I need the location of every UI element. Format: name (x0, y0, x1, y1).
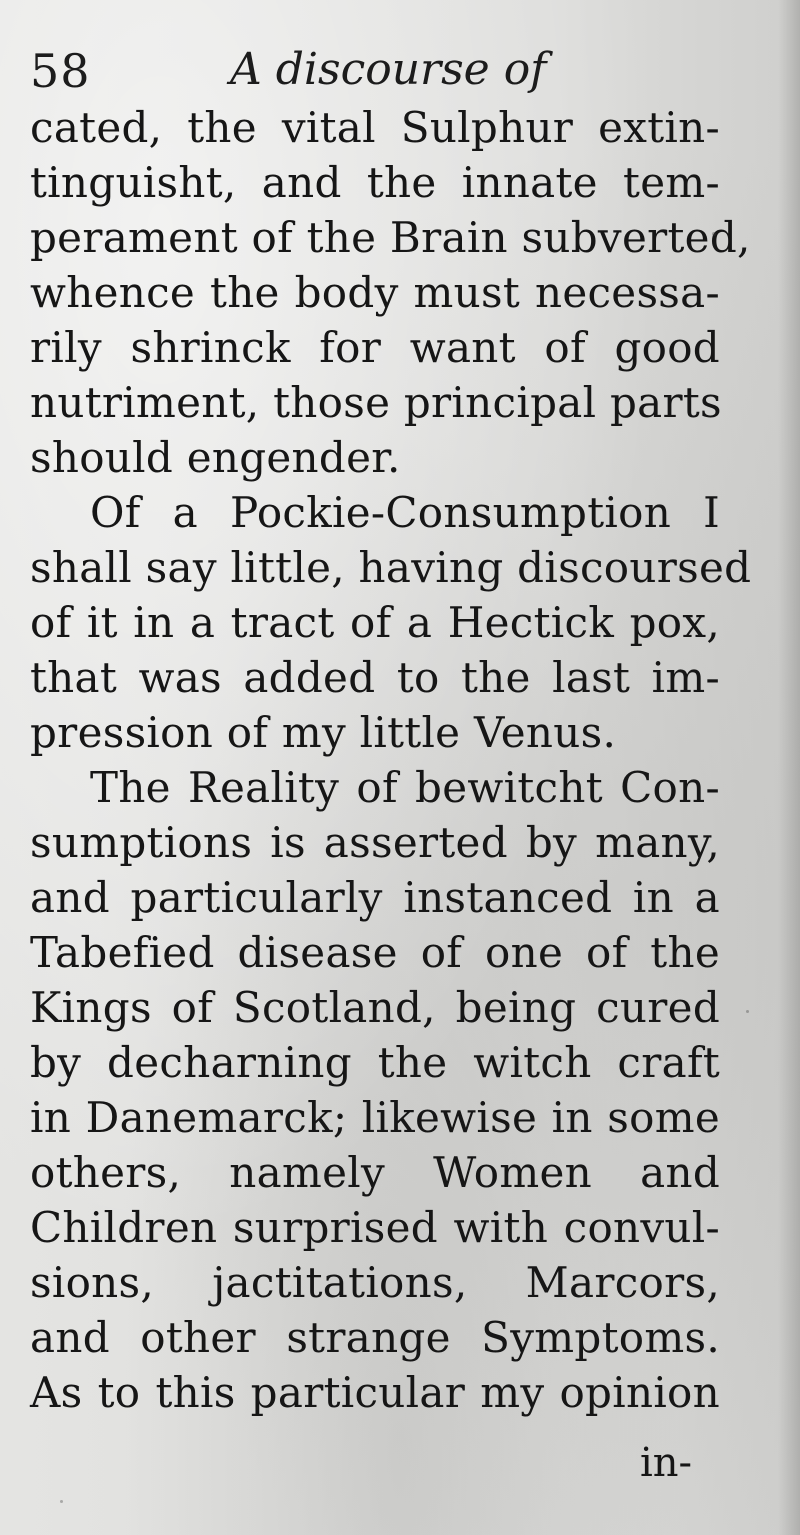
text-line: nutriment, those principal parts (30, 378, 722, 427)
text-line: that was added to the last im- (30, 653, 720, 702)
text-line: of it in a tract of a Hectick pox, (30, 598, 720, 647)
running-head: A discourse of (230, 44, 547, 95)
text-line: sions, jactitations, Marcors, (30, 1258, 720, 1307)
paper-speck (746, 1010, 749, 1013)
text-line: pression of my little Venus. (30, 708, 617, 757)
text-line: Of a Pockie-Consumption I (90, 488, 720, 537)
body-text (30, 100, 752, 1420)
text-line: by decharning the witch craft (30, 1038, 720, 1087)
text-line: tinguisht, and the innate tem- (30, 158, 720, 207)
text-line: Children surprised with convul- (30, 1203, 720, 1252)
text-line: in Danemarck; likewise in some (30, 1093, 720, 1142)
catchword: in- (640, 1440, 693, 1486)
text-line: others, namely Women and (30, 1148, 720, 1197)
text-line: whence the body must necessa- (30, 268, 720, 317)
page-number: 58 (30, 44, 91, 98)
text-line: perament of the Brain subverted, (30, 213, 751, 262)
text-line: rily shrinck for want of good (30, 323, 720, 372)
text-line: and particularly instanced in a (30, 873, 720, 922)
text-line: sumptions is asserted by many, (30, 818, 720, 867)
paper-speck (712, 232, 716, 236)
paper-speck (60, 1500, 63, 1503)
text-line: Kings of Scotland, being cured (30, 983, 720, 1032)
text-line: should engender. (30, 433, 401, 482)
text-line: and other strange Symptoms. (30, 1313, 720, 1362)
text-line: cated, the vital Sulphur extin- (30, 103, 720, 152)
text-line: shall say little, having discoursed (30, 543, 752, 592)
text-line: Tabefied disease of one of the (30, 928, 720, 977)
text-line: The Reality of bewitcht Con- (90, 763, 720, 812)
page-header (30, 44, 730, 104)
text-line: As to this particular my opinion (30, 1368, 720, 1417)
page-edge-shadow (778, 0, 800, 1535)
